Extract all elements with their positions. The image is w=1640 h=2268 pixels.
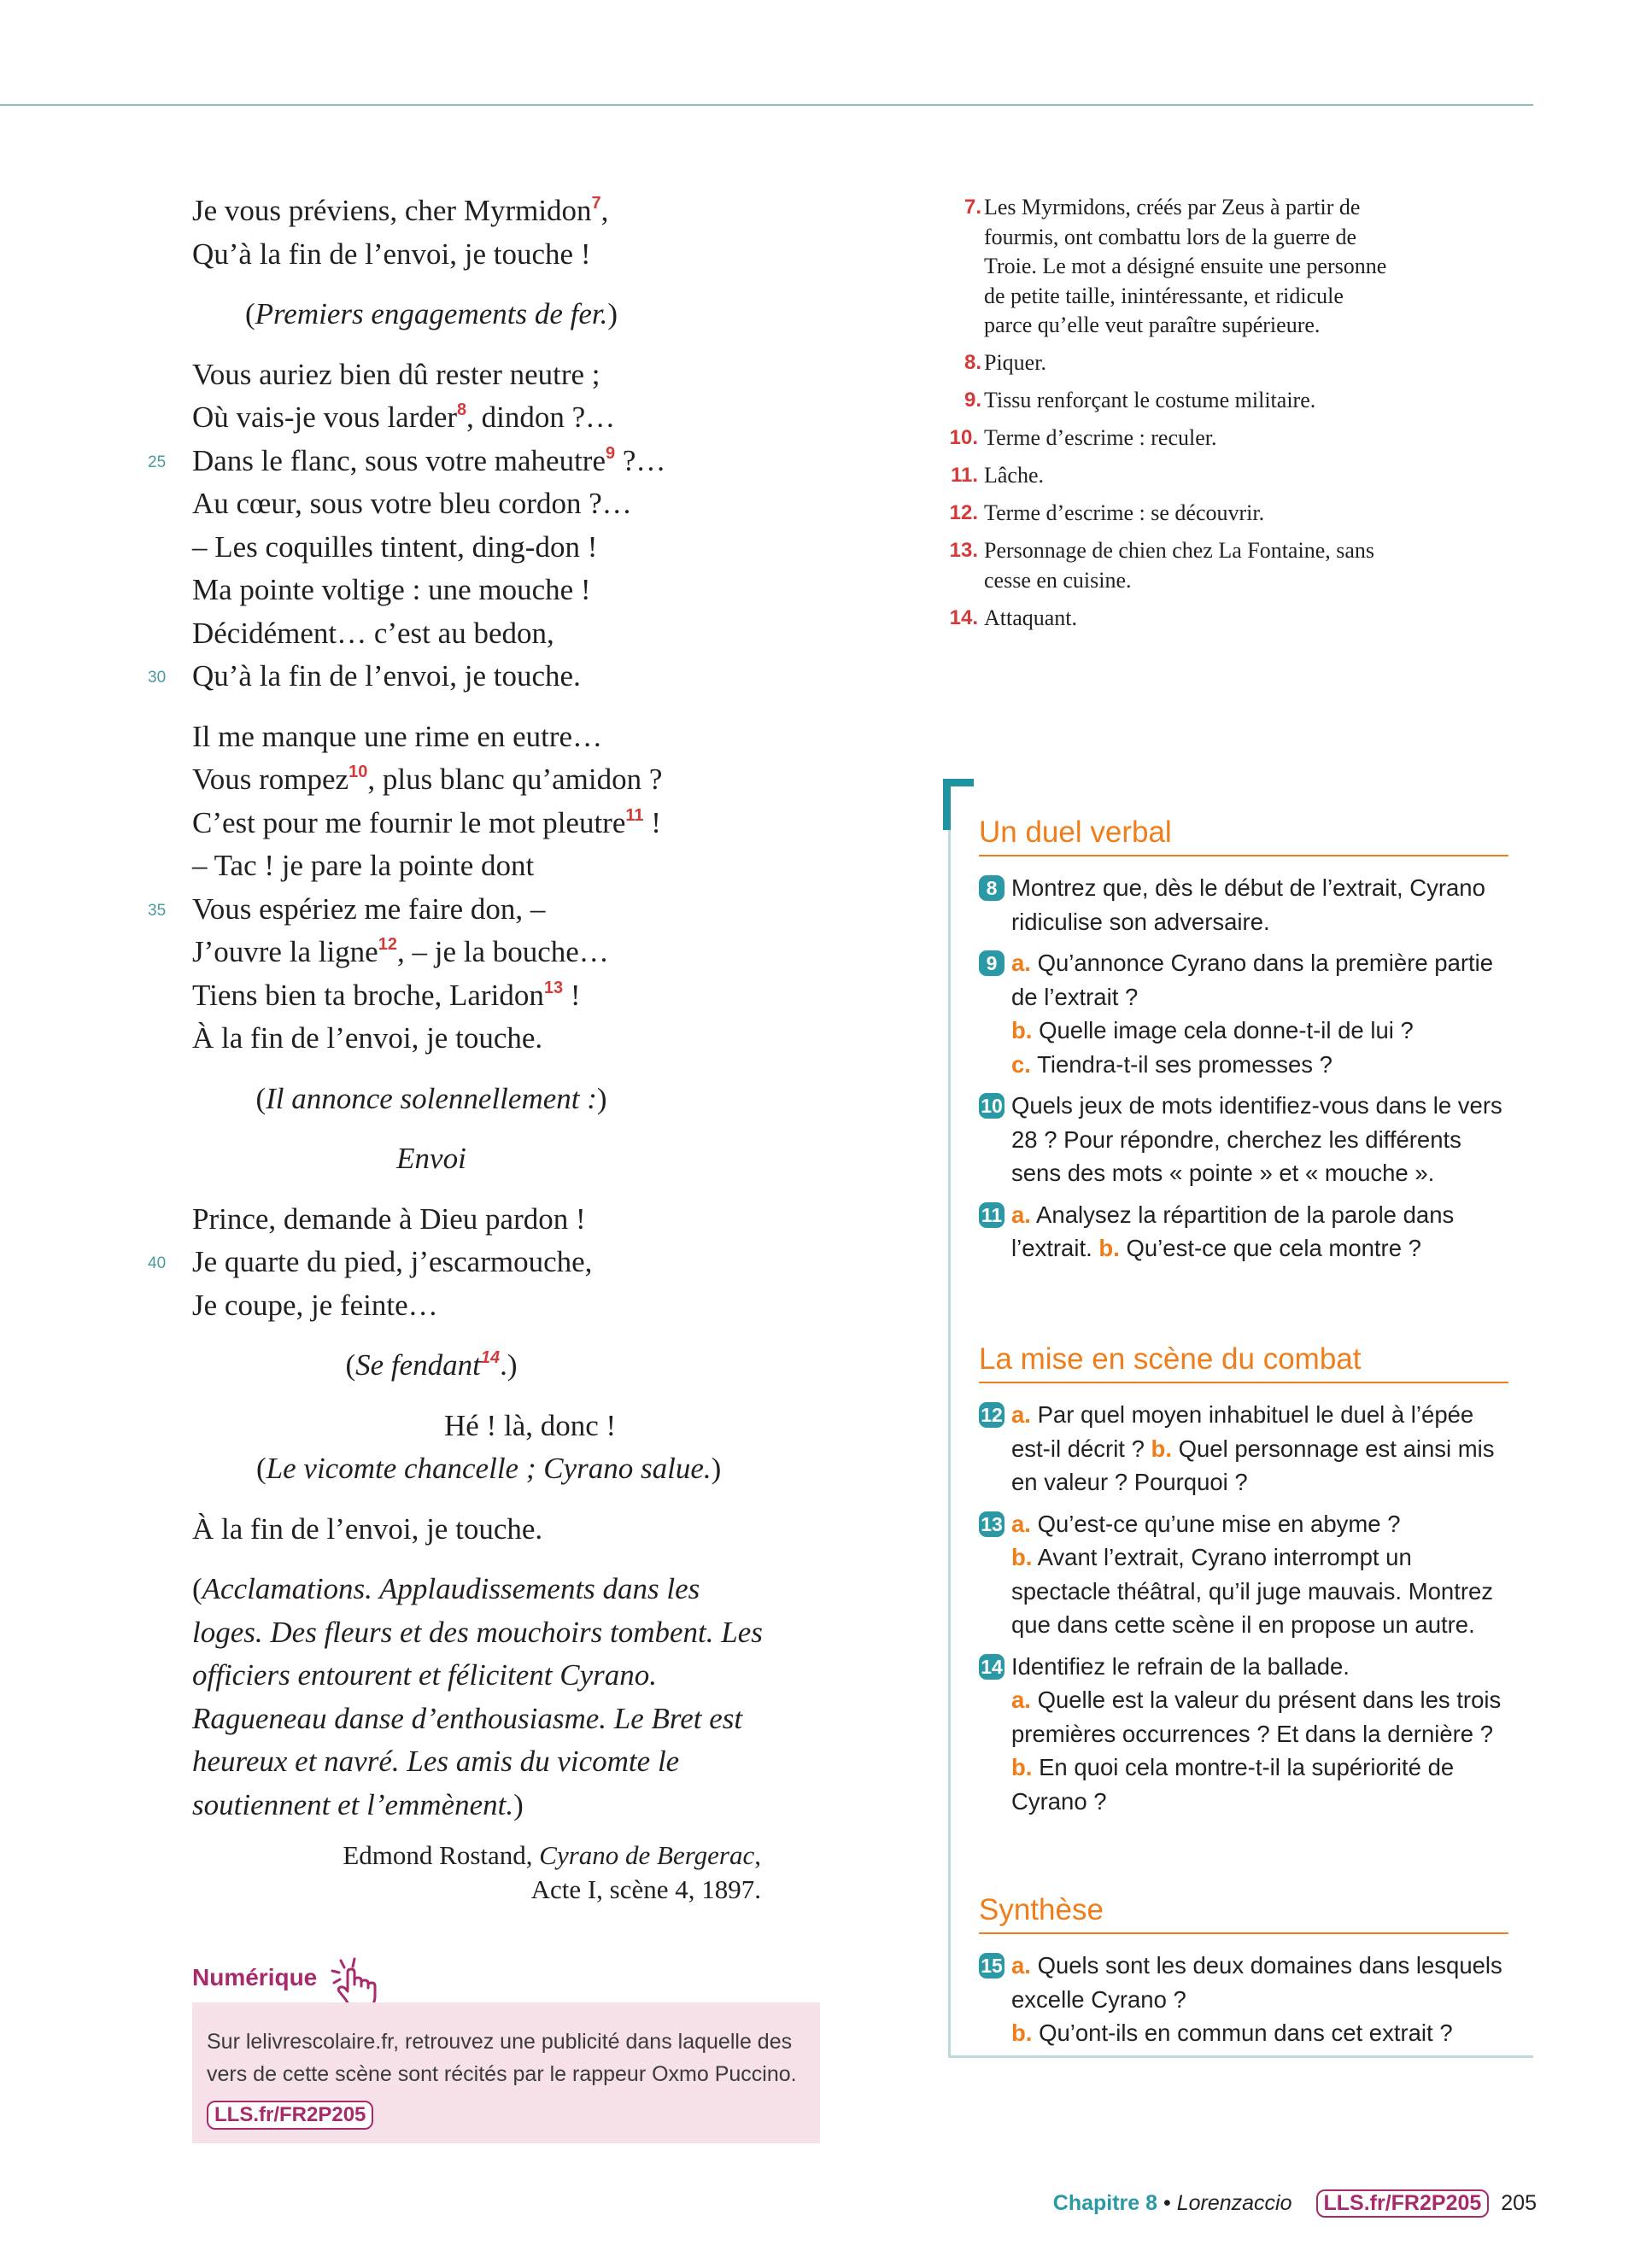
verse-line: J’ouvre la ligne$^{12}$, – je la bouche… (192, 935, 609, 968)
panel-corner (943, 779, 951, 830)
verse-line: Je vous préviens, cher Myrmidon$^7$, (192, 194, 609, 227)
verse-line: C’est pour me fournir le mot pleutre$^{11}$ ! (192, 805, 661, 839)
verse-line: Ma pointe voltige : une mouche ! (192, 573, 591, 606)
verse-line: – Les coquilles tintent, ding-don ! (192, 529, 598, 564)
source-citation: Edmond Rostand, Cyrano de Bergerac, Acte I, scène 4, 1897. (343, 1840, 761, 1904)
verse-line: Décidément… c’est au bedon, (192, 616, 554, 650)
numerique-title: Numérique (192, 1964, 318, 1990)
question-number: 11 (979, 1202, 1004, 1228)
stage-direction: (Le vicomte chancelle ; Cyrano salue.) (256, 1452, 722, 1485)
page-footer: Chapitre 8 • Lorenzaccio LLS.fr/FR2P205 205 (1053, 2189, 1537, 2218)
footnote-ref[interactable]: 14 (480, 1348, 501, 1367)
numerique-text: Sur lelivrescolaire.fr, retrouvez une publicité dans laquelle des vers de cette scène sont récités par le rappeur Oxmo Puccino. (207, 2030, 797, 2086)
verse-line: Où vais-je vous larder$^8$, dindon ?… (192, 400, 616, 434)
verse-line: Prince, demande à Dieu pardon ! (192, 1201, 586, 1236)
footnote-ref[interactable]: 10 (348, 763, 368, 781)
final-stage-direction: (Acclamations. Applaudissements dans les loges. Des fleurs et des mouchoirs tombent. Les officiers entourent et félicitent Cyrano. Ragueneau danse d’enthousiasme. Le Bret est heureux et navré. Les amis du vicomte le soutiennent et l’emmènent.) (192, 1572, 763, 1821)
question: 12 a. Par quel moyen inhabituel le duel à l’épée est-il décrit ? b. Quel personnage est ainsi mis en valeur ? Pourquoi ? (979, 1398, 1517, 1499)
question: 11 a. Analysez la répartition de la parole dans l’extrait. b. Qu’est-ce que cela montre ? (979, 1198, 1517, 1266)
stage-direction: (Se fendant$^{14}$.) (345, 1348, 518, 1382)
verse-line: – Tac ! je pare la pointe dont (192, 849, 535, 882)
section-title: Synthèse (979, 1893, 1508, 1934)
question: 14 Identifiez le refrain de la ballade. a. Quelle est la valeur du présent dans les trois premières occurrences ? Et dans la dernière ? b. En quoi cela montre-t-il la supériorité de Cyrano ? (979, 1650, 1517, 1819)
chapter-label: Chapitre 8 (1052, 2191, 1158, 2215)
line-number: 30 (148, 669, 167, 687)
page-number: 205 (1501, 2191, 1537, 2215)
numerique-link[interactable]: LLS.fr/FR2P205 (207, 2101, 373, 2130)
verse-line: 25 Dans le flanc, sous votre maheutre$^9$ ?… (192, 440, 876, 483)
verse-line: À la fin de l’envoi, je touche. (192, 1021, 543, 1055)
numerique-box (192, 2002, 820, 2143)
verse-line: Il me manque une rime en eutre… (192, 719, 603, 753)
question-group (979, 1949, 1517, 2058)
verse-line: À la fin de l’envoi, je touche. (192, 1511, 543, 1546)
question-number: 8 (979, 875, 1004, 901)
question: 9 a. Qu’annonce Cyrano dans la première partie de l’extrait ? b. Quelle image cela donne-t-il de lui ? c. Tiendra-t-il ses promesses ? (979, 946, 1517, 1081)
footnote-ref[interactable]: 9 (606, 443, 616, 463)
section-title: La mise en scène du combat (979, 1342, 1508, 1383)
question-group (979, 871, 1517, 1273)
work-title: Lorenzaccio (1176, 2191, 1292, 2215)
verse-line: Vous rompez$^{10}$, plus blanc qu’amidon ? (192, 763, 663, 796)
question: 13 a. Qu’est-ce qu’une mise en abyme ? b. Avant l’extrait, Cyrano interrompt un spectacle théâtral, qu’il juge mauvais. Montrez que dans cette scène il en propose un autre. (979, 1507, 1517, 1642)
verse-line: Tiens bien ta broche, Laridon$^{13}$ ! (192, 978, 581, 1012)
footnote-ref[interactable]: 11 (625, 805, 644, 825)
footnote-ref[interactable]: 12 (378, 935, 397, 954)
verse-line: 30 Qu’à la fin de l’envoi, je touche. (192, 655, 876, 699)
footnote: 9. Tissu renforçant le costume militaire. (964, 388, 1316, 412)
footnote-ref[interactable]: 7 (591, 194, 601, 213)
question-number: 13 (979, 1511, 1004, 1537)
verse-line: 35 Vous espériez me faire don, – (192, 888, 876, 932)
question-number: 14 (979, 1654, 1004, 1680)
question-number: 15 (979, 1953, 1004, 1979)
question-group (979, 1398, 1517, 1826)
poem-text (148, 190, 876, 1907)
envoi-heading: Envoi (396, 1142, 466, 1175)
question: 10 Quels jeux de mots identifiez-vous dans le vers 28 ? Pour répondre, cherchez les différents sens des mots « pointe » et « mouche ». (979, 1089, 1517, 1190)
questions-panel (948, 781, 1533, 2058)
line-number: 25 (148, 453, 167, 471)
verse-line: Hé ! là, donc ! (444, 1408, 617, 1442)
verse-line: Vous auriez bien dû rester neutre ; (192, 357, 600, 391)
section-title: Un duel verbal (979, 815, 1508, 856)
footer-link[interactable]: LLS.fr/FR2P205 (1316, 2189, 1490, 2218)
verse-line: Qu’à la fin de l’envoi, je touche ! (192, 237, 591, 271)
footnote: 14. Attaquant. (949, 605, 1078, 630)
line-number: 40 (148, 1254, 167, 1272)
verse-line: 40 Je quarte du pied, j’escarmouche, (192, 1241, 876, 1284)
question: 15 a. Quels sont les deux domaines dans lesquels excelle Cyrano ? b. Qu’ont-ils en commun dans cet extrait ? (979, 1949, 1517, 2050)
top-rule (0, 104, 1533, 106)
footnote-ref[interactable]: 8 (457, 400, 467, 419)
footnote: 7. Les Myrmidons, créés par Zeus à partir de fourmis, ont combattu lors de la guerre de Troie. Le mot a désigné ensuite une personne de petite taille, inintéressante, et ridicule parce qu’elle veut paraître supérieure. (964, 195, 1387, 337)
verse-line: Je coupe, je feinte… (192, 1288, 438, 1322)
question-number: 9 (979, 950, 1004, 976)
question-number: 12 (979, 1402, 1004, 1428)
footnote-ref[interactable]: 13 (543, 978, 564, 997)
footnote: 10. Terme d’escrime : reculer. (949, 425, 1217, 450)
panel-corner (943, 779, 974, 786)
footnote: 8. Piquer. (964, 350, 1046, 375)
stage-direction: (Il annonce solennellement :) (255, 1081, 607, 1115)
question: 8 Montrez que, dès le début de l’extrait, Cyrano ridiculise son adversaire. (979, 871, 1517, 938)
footnote: 13. Personnage de chien chez La Fontaine, sans cesse en cuisine. (949, 538, 1375, 593)
line-number: 35 (148, 901, 167, 920)
footnote: 12. Terme d’escrime : se découvrir. (949, 500, 1265, 525)
footnotes (950, 193, 1394, 641)
stage-direction: (Premiers engagements de fer.) (244, 297, 618, 330)
question-number: 10 (979, 1093, 1004, 1119)
footnote: 11. Lâche. (950, 463, 1045, 488)
verse-line: Au cœur, sous votre bleu cordon ?… (192, 487, 632, 520)
